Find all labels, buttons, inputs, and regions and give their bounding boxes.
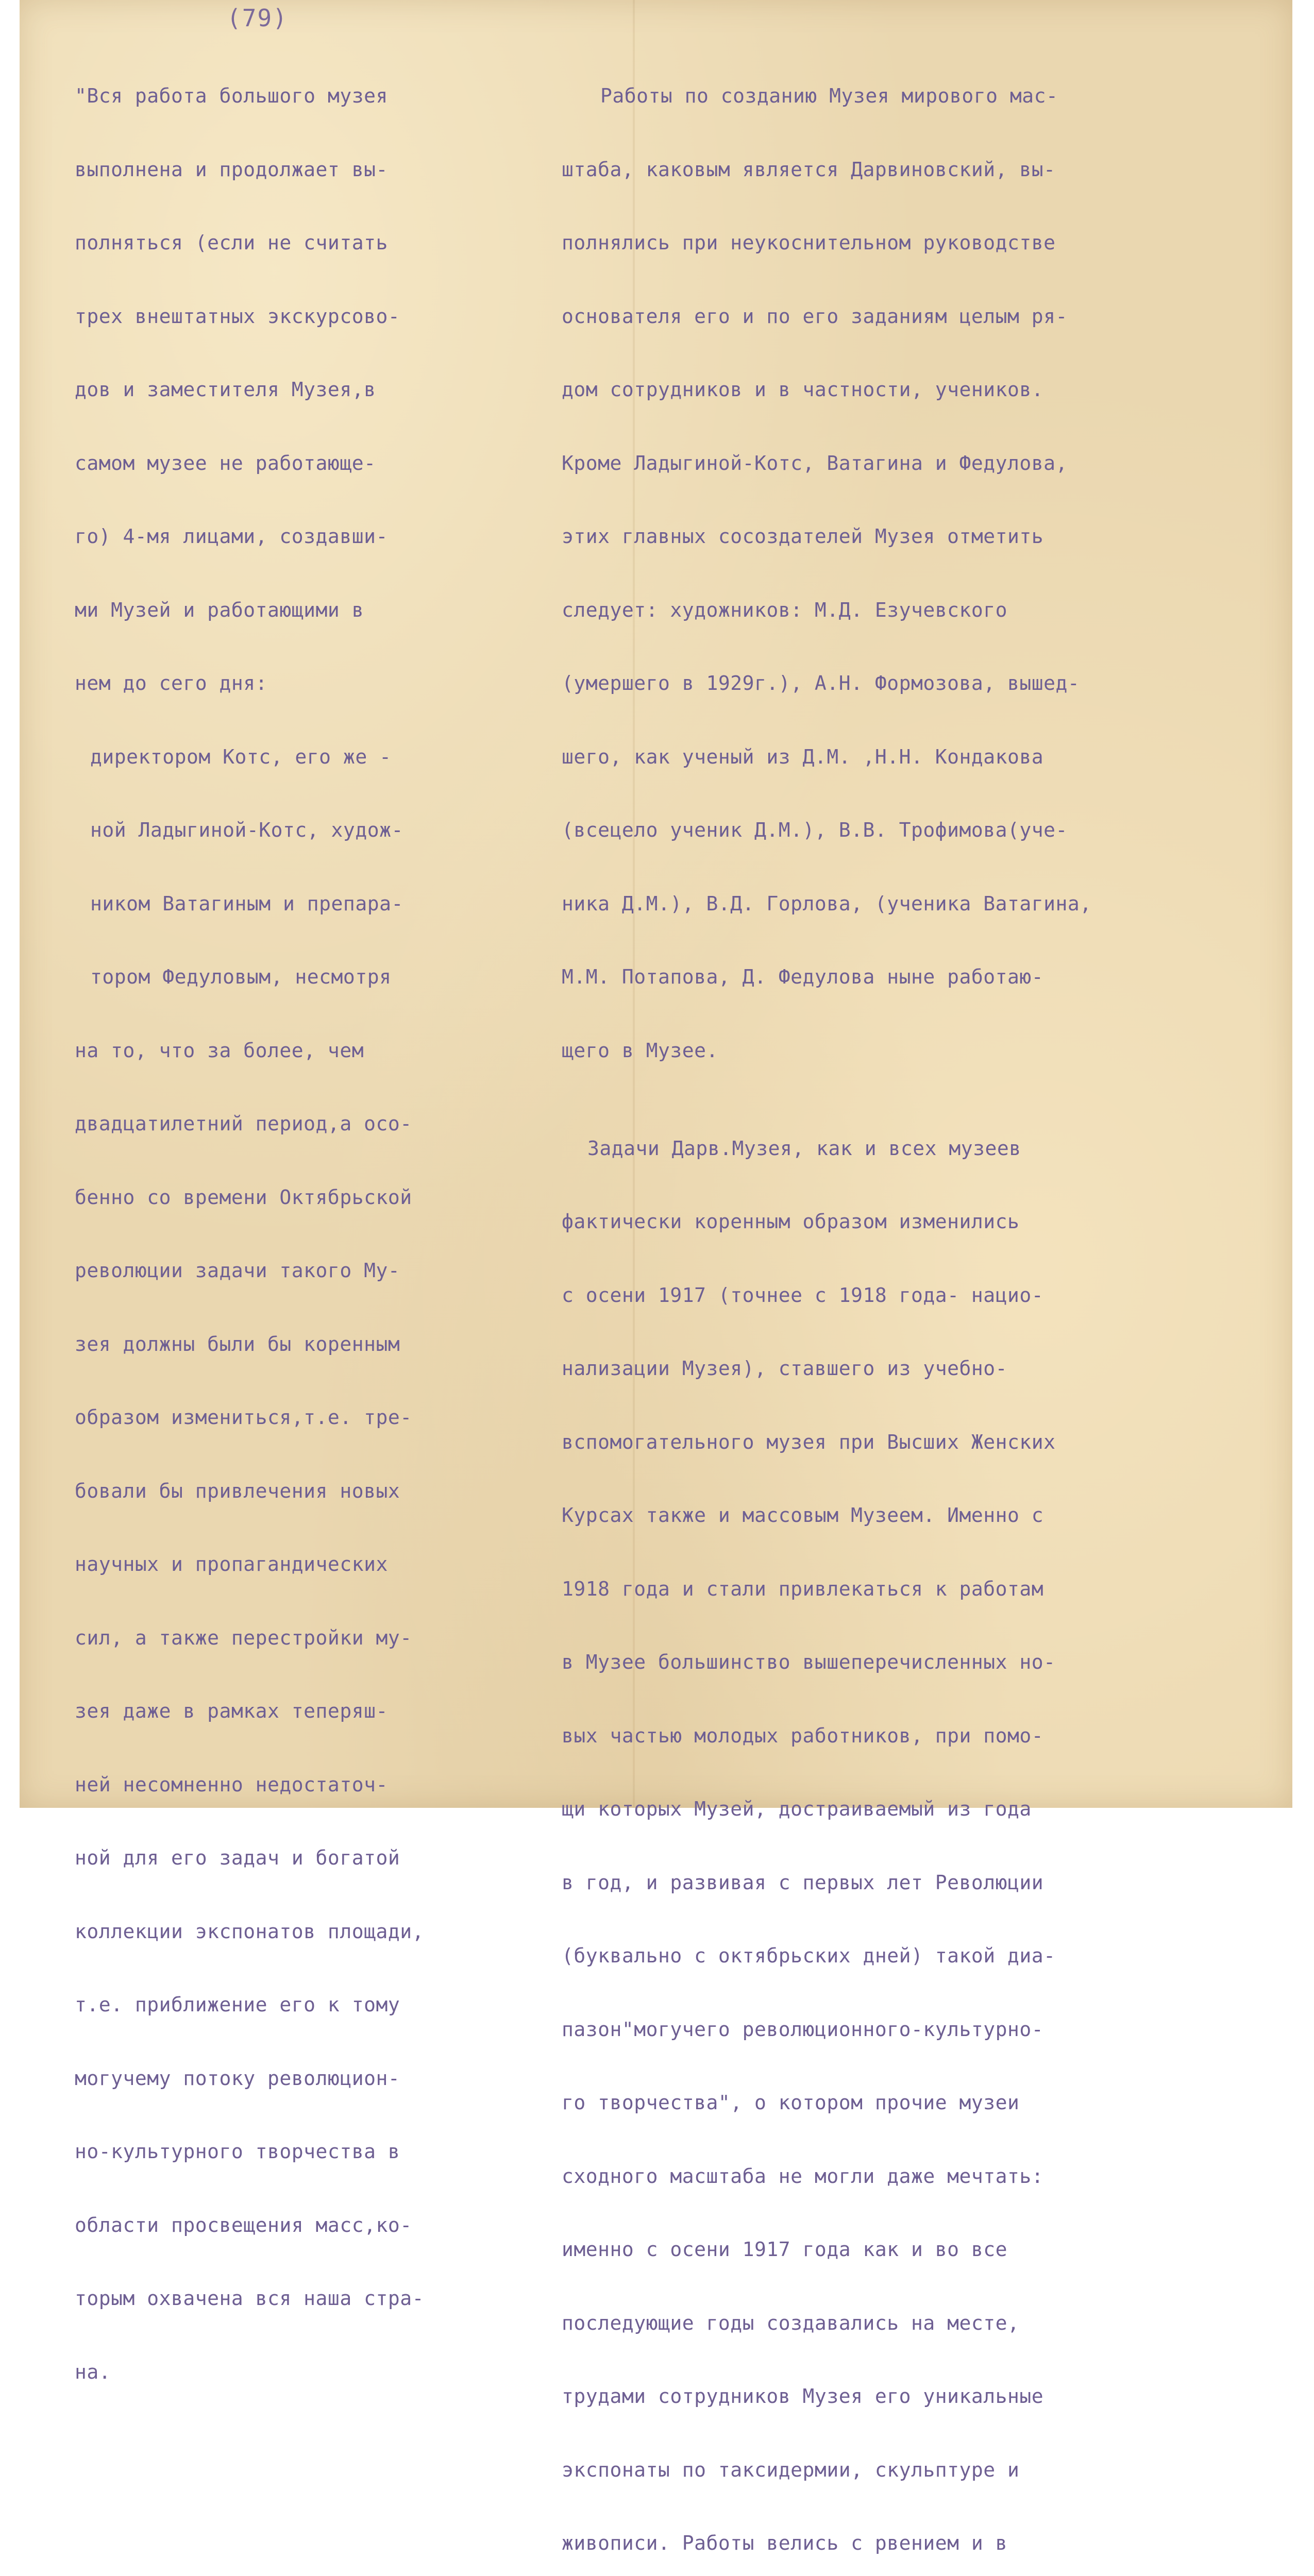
text-line: революции задачи такого Му- (75, 1259, 400, 1282)
text-line: Задачи Дарв.Музея, как и всех музеев (587, 1137, 1021, 1160)
text-line: ми Музей и работающими в (75, 598, 364, 621)
text-line: директором Котс, его же - (90, 745, 392, 768)
text-line: бовали бы привлечения новых (75, 1479, 400, 1502)
text-line: ной для его задач и богатой (75, 1846, 400, 1869)
text-line: экспонаты по таксидермии, скульптуре и (562, 2458, 1020, 2481)
page-number: (79) (227, 4, 288, 32)
text-line: полнялись при неукоснительном руководстве (562, 231, 1056, 254)
text-line: самом музее не работающе- (75, 451, 376, 474)
text-line: ной Ладыгиной-Котс, худож- (90, 819, 403, 841)
text-line: сходного масштаба не могли даже мечтать: (562, 2164, 1044, 2188)
text-line: на то, что за более, чем (75, 1039, 364, 1062)
text-line: Работы по созданию Музея мирового мас- (600, 84, 1058, 107)
text-line: 1918 года и стали привлекаться к работам (562, 1577, 1044, 1600)
text-line: щего в Музее. (562, 1039, 718, 1062)
text-line: этих главных сосоздателей Музея отметить (562, 525, 1044, 548)
text-line: ником Ватагиным и препара- (90, 892, 403, 915)
text-line: трех внештатных экскурсово- (75, 304, 400, 328)
text-line: коллекции экспонатов площади, (75, 1920, 424, 1943)
text-line: нализации Музея), ставшего из учебно- (562, 1357, 1007, 1380)
text-line: го) 4-мя лицами, создавши- (75, 525, 388, 548)
right-column (562, 35, 1288, 2576)
text-line: в год, и развивая с первых лет Революции (562, 1871, 1044, 1894)
text-line: дов и заместителя Музея,в (75, 378, 376, 401)
text-line: с осени 1917 (точнее с 1918 года- нацио- (562, 1283, 1044, 1307)
text-line: го творчества", о котором прочие музеи (562, 2091, 1020, 2114)
text-line: в Музее большинство вышеперечисленных но- (562, 1651, 1056, 1673)
text-line: научных и пропагандических (75, 1553, 388, 1575)
text-line: именно с осени 1917 года как и во все (562, 2238, 1007, 2261)
text-line: (всецело ученик Д.М.), В.В. Трофимова(уче- (562, 819, 1068, 841)
text-line: области просвещения масс,ко- (75, 2213, 412, 2236)
text-line: Курсах также и массовым Музеем. Именно с (562, 1504, 1044, 1527)
left-column (75, 35, 585, 2409)
text-line: Кроме Ладыгиной-Котс, Ватагина и Федулова, (562, 451, 1068, 474)
text-line: пазон"могучего революционного-культурно- (562, 2018, 1044, 2041)
text-line: зея даже в рамках теперяш- (75, 1700, 388, 1722)
text-line: бенно со времени Октябрьской (75, 1185, 412, 1209)
text-line: дом сотрудников и в частности, учеников. (562, 378, 1044, 401)
text-line: но-культурного творчества в (75, 2140, 400, 2163)
text-line: штаба, каковым является Дарвиновский, вы- (562, 158, 1056, 181)
text-line: образом измениться,т.е. тре- (75, 1406, 412, 1429)
text-line: (умершего в 1929г.), А.Н. Формозова, вышед- (562, 672, 1080, 694)
text-line: ника Д.М.), В.Д. Горлова, (ученика Ватагина, (562, 892, 1092, 915)
text-line: (буквально с октябрьских дней) такой диа- (562, 1944, 1056, 1967)
text-line: вых частью молодых работников, при помо- (562, 1724, 1044, 1747)
text-line: "Вся работа большого музея (75, 84, 388, 107)
text-line: фактически коренным образом изменились (562, 1210, 1020, 1233)
text-line: ней несомненно недостаточ- (75, 1773, 388, 1796)
text-line: двадцатилетний период,а осо- (75, 1112, 412, 1135)
text-line: полняться (если не считать (75, 231, 388, 254)
text-line: трудами сотрудников Музея его уникальные (562, 2385, 1044, 2408)
text-line: последующие годы создавались на месте, (562, 2311, 1020, 2334)
text-line: живописи. Работы велись с рвением и в (562, 2532, 1007, 2554)
text-line: следует: художников: М.Д. Езучевского (562, 598, 1007, 621)
text-line: сил, а также перестройки му- (75, 1626, 412, 1649)
text-line: на. (75, 2360, 111, 2383)
text-line: торым охвачена вся наша стра- (75, 2287, 424, 2310)
text-line: зея должны были бы коренным (75, 1332, 400, 1355)
text-line: шего, как ученый из Д.М. ,Н.Н. Кондакова (562, 745, 1044, 768)
text-line: тором Федуловым, несмотря (90, 965, 392, 988)
text-line: выполнена и продолжает вы- (75, 158, 388, 181)
text-line: могучему потоку революцион- (75, 2066, 400, 2090)
text-line: вспомогательного музея при Высших Женских (562, 1430, 1056, 1453)
text-line: щи которых Музей, достраиваемый из года (562, 1798, 1032, 1820)
text-line: т.е. приближение его к тому (75, 1993, 400, 2016)
text-line: основателя его и по его заданиям целым ря- (562, 304, 1068, 328)
text-line: нем до сего дня: (75, 672, 268, 694)
text-line: М.М. Потапова, Д. Федулова ныне работаю- (562, 965, 1044, 988)
